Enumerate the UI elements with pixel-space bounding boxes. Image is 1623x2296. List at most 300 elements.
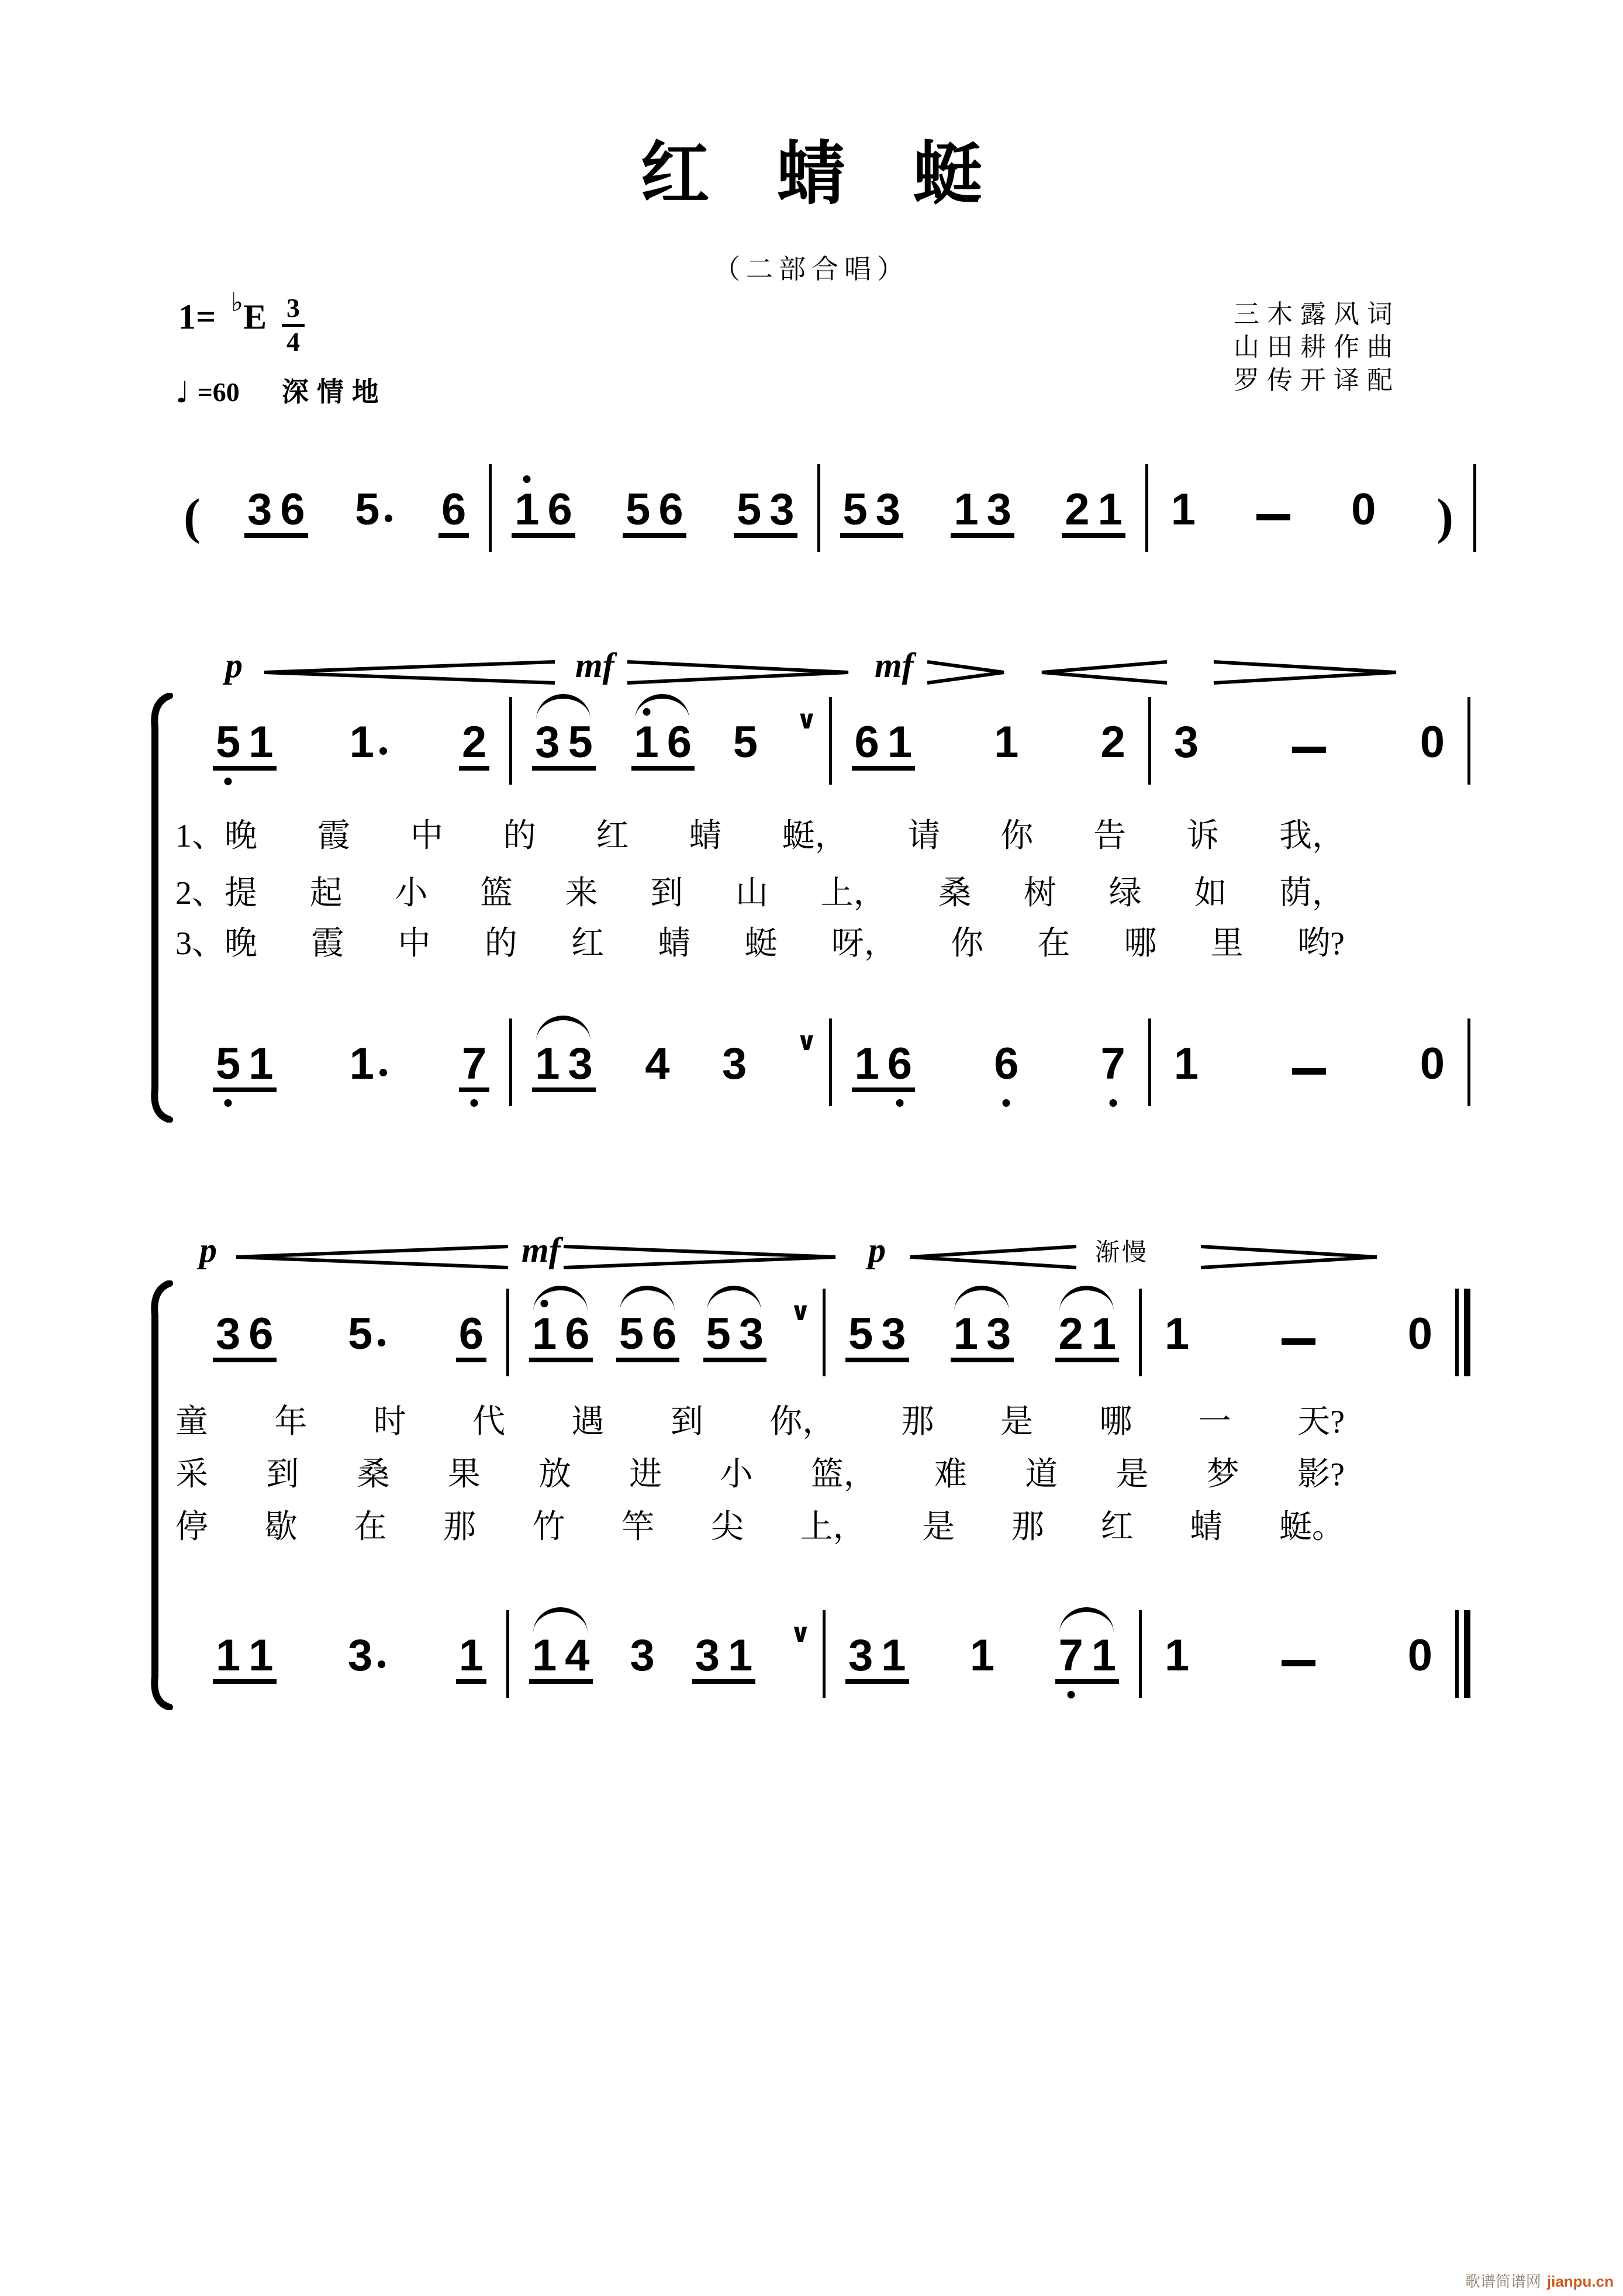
note-group (1162, 1309, 1192, 1362)
note (854, 1039, 879, 1089)
dynamics-row (193, 1231, 1467, 1278)
quarter-note-icon: ♩ (175, 375, 189, 409)
octave-dot-low (1109, 1099, 1117, 1107)
decrescendo-hairpin (926, 660, 1005, 685)
dynamics-row (193, 646, 1467, 693)
note-digit: 6 (547, 485, 572, 535)
note (1351, 485, 1376, 535)
note (1407, 1309, 1432, 1359)
slur-arc (954, 1286, 1009, 1311)
note-digit: 6 (458, 1309, 484, 1359)
note-digit: 3 (695, 1631, 720, 1681)
system-bracket (145, 693, 175, 1123)
note-group (213, 1631, 277, 1684)
note-digit: 1 (953, 1309, 978, 1359)
final-barline (1455, 1610, 1470, 1698)
duration-dash (1292, 747, 1326, 753)
octave-dot-high (523, 475, 531, 483)
note (248, 717, 274, 768)
note (547, 485, 572, 535)
note-digit: 0 (1351, 485, 1376, 535)
note (634, 717, 659, 768)
note-digit: 6 (667, 717, 692, 768)
note-digit: 7 (1058, 1631, 1083, 1681)
lyric-syllable: 红 (1100, 1509, 1134, 1545)
note (881, 1309, 906, 1359)
ritardando-label: 渐慢 (1095, 1240, 1149, 1266)
note-group (730, 717, 761, 771)
note-digit: 1 (535, 1039, 560, 1089)
note-group (642, 1039, 672, 1092)
slur-arc (620, 1286, 674, 1311)
lyric-syllable: 桑 (938, 875, 972, 912)
lyric-syllable: 小 (395, 875, 428, 912)
tempo-value: =60 (197, 377, 240, 407)
note-digit: 2 (1058, 1309, 1083, 1359)
measure (512, 1027, 828, 1092)
lyric-syllable: 上， (820, 875, 886, 912)
note-group (1055, 1631, 1119, 1684)
lyric-syllable: 小 (720, 1456, 753, 1493)
note-digit: 6 (441, 485, 467, 535)
crescendo-hairpin (1041, 660, 1168, 685)
lyric-syllable: 中 (398, 926, 431, 962)
lower-voice-line (193, 1615, 1470, 1684)
measure (193, 717, 509, 771)
measure (1142, 1631, 1455, 1684)
lyric-syllable: 蜻 (689, 818, 722, 854)
measure (1151, 1039, 1467, 1092)
lyric-syllable: 停 (175, 1509, 208, 1545)
note (532, 1631, 557, 1681)
octave-dot-low (896, 1099, 903, 1107)
note-digit: 1 (1173, 1039, 1199, 1089)
credits-block (1234, 298, 1400, 397)
key-prefix: 1= (178, 298, 216, 336)
note (706, 1309, 731, 1359)
note-digit: 5 (619, 1309, 644, 1359)
intro-music-line (164, 469, 1476, 544)
note-group (1168, 485, 1199, 538)
note-digit: 3 (216, 1309, 241, 1359)
note-group (347, 717, 389, 771)
decrescendo-hairpin (1200, 1244, 1378, 1270)
augmentation-dot (385, 515, 392, 522)
composer-credit: 山田耕作曲 (1234, 333, 1400, 362)
parenthesis: ) (1436, 488, 1453, 544)
note (1420, 717, 1445, 768)
lyric-syllable: 梦 (1206, 1456, 1239, 1493)
duration-dash (1292, 1068, 1326, 1075)
note (652, 1309, 677, 1359)
note (349, 1039, 374, 1089)
lyric-syllable: 到 (266, 1456, 299, 1493)
note-group (512, 485, 575, 538)
note-digit: 1 (881, 1631, 906, 1681)
note-group (347, 1039, 389, 1092)
barline (1473, 464, 1476, 552)
note-digit: 5 (736, 485, 762, 535)
lyric-syllable: 中 (410, 818, 443, 854)
lyric-syllable: 霞 (311, 926, 344, 962)
note-digit: 1 (969, 1631, 995, 1681)
watermark (1465, 2270, 1614, 2291)
note-group (1097, 1039, 1128, 1092)
lyrics-line (175, 1457, 1345, 1493)
lyric-syllable: 来 (565, 875, 598, 912)
note-digit: 2 (461, 717, 487, 768)
note-group (734, 485, 797, 538)
note-group (213, 1309, 277, 1362)
note-group (529, 1631, 593, 1684)
note (1407, 1631, 1432, 1681)
note (458, 1309, 484, 1359)
breath-mark-icon: ∨ (790, 1297, 811, 1327)
breath-mark-icon: ∨ (796, 705, 817, 735)
measure (509, 1297, 823, 1362)
note-group (951, 1309, 1014, 1362)
watermark-site-name: 歌谱简谱网 (1465, 2273, 1541, 2290)
note (348, 1631, 373, 1681)
note (881, 1631, 906, 1681)
lyric-syllable: 山 (735, 875, 768, 912)
augmentation-dot (378, 1660, 385, 1668)
note (1420, 1039, 1445, 1089)
measure (826, 1309, 1139, 1362)
lyrics-line (175, 876, 1345, 912)
note-group (845, 1631, 909, 1684)
slur-arc (1059, 1607, 1114, 1633)
note-group (631, 717, 695, 771)
note (1173, 1039, 1199, 1089)
note-digit: 5 (848, 1309, 873, 1359)
lyric-syllable: 的 (503, 818, 536, 854)
note-digit: 3 (630, 1631, 655, 1681)
note-digit: 7 (461, 1039, 487, 1089)
note-digit: 1 (1091, 1309, 1116, 1359)
note-group (345, 1309, 387, 1362)
note (355, 485, 380, 535)
lyric-syllable: 你， (769, 1404, 835, 1440)
translator-credit: 罗传开译配 (1234, 365, 1400, 395)
note (514, 485, 540, 535)
lyric-syllable: 请 (907, 818, 941, 854)
lyric-syllable: 哪 (1124, 926, 1157, 962)
note-digit: 3 (247, 485, 272, 535)
note (532, 1309, 557, 1359)
augmentation-dot (379, 747, 387, 755)
note (280, 485, 305, 535)
note-digit: 5 (568, 717, 593, 768)
flat-sign-icon: ♭ (231, 288, 243, 317)
note-digit: 6 (652, 1309, 677, 1359)
measure (512, 705, 828, 771)
note-digit: 1 (994, 717, 1019, 768)
note (461, 1039, 487, 1089)
note (986, 485, 1011, 535)
note-digit: 2 (1065, 485, 1090, 535)
note (994, 717, 1019, 768)
note-digit: 6 (887, 1039, 913, 1089)
note-digit: 1 (216, 1631, 241, 1681)
note (667, 717, 692, 768)
note (216, 1631, 241, 1681)
lower-voice-line (193, 1023, 1470, 1092)
lyric-syllable: 诉 (1186, 818, 1220, 854)
note-group (456, 1631, 486, 1684)
lyric-syllable: 影? (1297, 1456, 1345, 1493)
note-digit: 1 (248, 717, 274, 768)
note-digit: 1 (1097, 485, 1123, 535)
note (1173, 717, 1199, 768)
lyricist-credit: 三木露风词 (1234, 300, 1400, 329)
lyric-syllable: 你 (1000, 818, 1034, 854)
note-digit: 1 (349, 1039, 374, 1089)
note-group (1162, 1631, 1192, 1684)
barline-thick (1464, 1289, 1470, 1376)
lyric-syllable: 篮， (810, 1456, 876, 1493)
note-digit: 6 (658, 485, 683, 535)
note-digit: 3 (875, 485, 901, 535)
lyric-syllable: 是 (922, 1509, 955, 1545)
note (1170, 485, 1196, 535)
note (1091, 1309, 1116, 1359)
lyric-syllable: 一 (1198, 1404, 1231, 1440)
note (248, 1039, 274, 1089)
lyric-syllable: 在 (354, 1509, 387, 1545)
augmentation-dot (378, 1339, 385, 1346)
note-group (1062, 485, 1125, 538)
note-group (532, 1039, 596, 1092)
note (1165, 1631, 1190, 1681)
augmentation-dot (379, 1069, 387, 1076)
lyric-syllable: 童 (175, 1404, 208, 1440)
note-group (459, 1039, 489, 1092)
note-group (1417, 1039, 1448, 1092)
lyric-syllable: 呀， (831, 926, 897, 962)
note-digit: 3 (568, 1039, 593, 1089)
measure (1148, 485, 1473, 544)
note-digit: 3 (722, 1039, 747, 1089)
system-bracket (145, 1280, 175, 1710)
note-group (345, 1631, 387, 1684)
measure (193, 1039, 509, 1092)
note (349, 717, 374, 768)
lyric-syllable: 果 (447, 1456, 481, 1493)
note-digit: 5 (706, 1309, 731, 1359)
lyric-syllable: 是 (1000, 1404, 1033, 1440)
lyric-syllable: 荫， (1279, 875, 1345, 912)
octave-dot-low (471, 1099, 478, 1107)
final-barline (1455, 1289, 1470, 1376)
note-group (991, 1039, 1021, 1092)
note-group (1171, 1039, 1201, 1092)
slur-arc (533, 1286, 588, 1311)
note (441, 485, 467, 535)
barline-thin (1455, 1289, 1459, 1376)
note-group (1348, 485, 1379, 538)
measure (832, 1039, 1148, 1092)
lyric-syllable: 天? (1297, 1404, 1345, 1440)
lyric-syllable: 你 (951, 926, 983, 962)
note-digit: 1 (514, 485, 540, 535)
note-digit: 1 (854, 1039, 879, 1089)
note-group (1417, 717, 1448, 771)
note-digit: 4 (645, 1039, 670, 1089)
song-subtitle: （二部合唱） (713, 254, 910, 284)
lyric-syllable: 我， (1279, 818, 1345, 854)
octave-dot-low (1067, 1691, 1075, 1698)
note-group (1405, 1309, 1435, 1362)
note-group (692, 1631, 756, 1684)
octave-dot-low (1003, 1099, 1010, 1107)
measure (1142, 1309, 1455, 1362)
note (953, 1309, 978, 1359)
barline-thin (1455, 1610, 1459, 1698)
note-digit: 1 (1165, 1309, 1190, 1359)
note (954, 485, 979, 535)
lyric-syllable: 时 (373, 1404, 406, 1440)
note (1058, 1309, 1083, 1359)
note-digit: 3 (348, 1631, 373, 1681)
note-digit: 0 (1407, 1631, 1432, 1681)
note-group (459, 717, 489, 771)
note (728, 1631, 753, 1681)
note (248, 1309, 274, 1359)
measure (509, 1618, 823, 1684)
note-digit: 6 (280, 485, 305, 535)
note (535, 717, 560, 768)
note-digit: 1 (532, 1631, 557, 1681)
lyric-syllable: 红 (571, 926, 604, 962)
meter-denominator: 4 (286, 326, 300, 357)
note (461, 717, 487, 768)
note (848, 1309, 873, 1359)
lyric-syllable: 2、提 (175, 875, 257, 912)
note (619, 1309, 644, 1359)
note-digit: 3 (738, 1309, 764, 1359)
measure (164, 485, 489, 544)
note-digit: 0 (1420, 717, 1445, 768)
slur-arc (707, 1286, 761, 1311)
note (1165, 1309, 1190, 1359)
note-digit: 3 (986, 1309, 1011, 1359)
lyric-syllable: 红 (596, 818, 629, 854)
time-signature (282, 295, 305, 356)
note (736, 485, 762, 535)
note-group (623, 485, 686, 538)
measure (820, 485, 1145, 538)
note-digit: 2 (1100, 717, 1125, 768)
note-group (852, 1039, 916, 1092)
note (248, 1631, 274, 1681)
note-digit: 1 (349, 717, 374, 768)
note-digit: 0 (1407, 1309, 1432, 1359)
note (565, 1309, 590, 1359)
note-digit: 3 (1173, 717, 1199, 768)
lyric-syllable: 放 (538, 1456, 571, 1493)
note-digit: 1 (1170, 485, 1196, 535)
breath-mark-icon: ∨ (790, 1618, 811, 1648)
note-digit: 1 (1091, 1631, 1116, 1681)
lyric-syllable: 如 (1194, 875, 1227, 912)
note-group (1097, 717, 1128, 771)
note-group (991, 717, 1021, 771)
barline-thick (1464, 1610, 1470, 1698)
duration-dash (1282, 1660, 1315, 1666)
lyric-syllable: 告 (1093, 818, 1127, 854)
note-digit: 1 (532, 1309, 557, 1359)
lyric-syllable: 年 (274, 1404, 308, 1440)
note (986, 1309, 1011, 1359)
dynamic-label: p (868, 1231, 886, 1269)
note (848, 1631, 873, 1681)
note-digit: 6 (565, 1309, 590, 1359)
lyric-syllable: 进 (629, 1456, 662, 1493)
lyric-syllable: 难 (934, 1456, 967, 1493)
lyric-syllable: 上， (800, 1509, 866, 1545)
measure (832, 717, 1148, 771)
note-group (840, 485, 904, 538)
note-group (352, 485, 394, 538)
note-digit: 7 (1100, 1039, 1125, 1089)
expression-text: 深情地 (281, 377, 387, 407)
note-digit: 1 (248, 1631, 274, 1681)
note-digit: 6 (854, 717, 879, 768)
note (568, 1039, 593, 1089)
note-group (1171, 717, 1201, 771)
lyric-syllable: 蜓。 (1279, 1509, 1345, 1545)
lyric-syllable: 树 (1023, 875, 1056, 912)
note (247, 485, 272, 535)
dynamic-label: p (225, 646, 243, 685)
note (1100, 1039, 1125, 1089)
lyric-syllable: 蜓 (744, 926, 778, 962)
note (695, 1631, 720, 1681)
lyric-syllable: 蜓， (782, 818, 848, 854)
slur-arc (536, 694, 591, 720)
note-group (627, 1631, 658, 1684)
note (630, 1631, 655, 1681)
note-digit: 3 (848, 1631, 873, 1681)
note-digit: 5 (842, 485, 868, 535)
note-group (244, 485, 308, 538)
lyric-syllable: 桑 (357, 1456, 390, 1493)
upper-voice-line (193, 702, 1470, 771)
note-group (967, 1631, 997, 1684)
slur-arc (1059, 1286, 1114, 1311)
dynamic-label: mf (875, 646, 914, 685)
note (738, 1309, 764, 1359)
note-digit: 1 (728, 1631, 753, 1681)
note-digit: 3 (986, 485, 1011, 535)
lyric-syllable: 起 (309, 875, 343, 912)
note (722, 1039, 747, 1089)
note (1058, 1631, 1083, 1681)
note (842, 485, 868, 535)
dynamic-label: mf (575, 646, 614, 685)
lyric-syllable: 3、晚 (175, 926, 257, 962)
slur-arc (635, 694, 689, 720)
measure (193, 1631, 506, 1684)
note-group (1405, 1631, 1435, 1684)
note (626, 485, 651, 535)
note-digit: 1 (634, 717, 659, 768)
upper-voice-line (193, 1293, 1470, 1362)
lyrics-line (175, 819, 1345, 855)
note-digit: 1 (248, 1039, 274, 1089)
decrescendo-hairpin (1213, 660, 1397, 685)
